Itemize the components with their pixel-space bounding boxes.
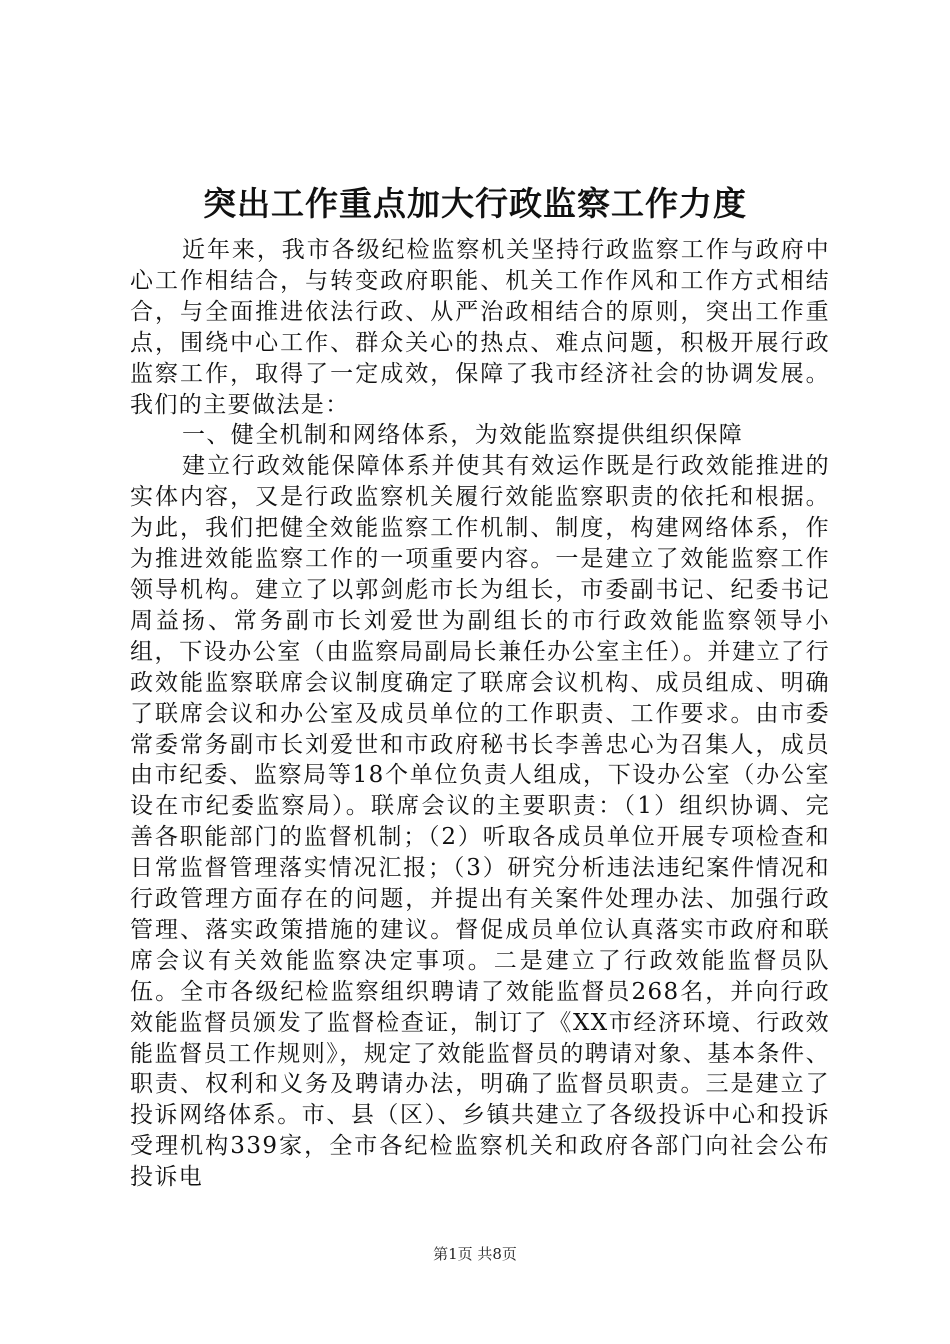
- page-number: 第1页 共8页: [433, 1245, 517, 1263]
- document-title: 突出工作重点加大行政监察工作力度: [203, 184, 747, 223]
- document-body: [130, 235, 830, 1193]
- paragraph-section-1: 建立行政效能保障体系并使其有效运作既是行政效能推进的实体内容，又是行政监察机关履行效能监察职责的依托和根据。为此，我们把健全效能监察工作机制、制度，构建网络体系，作为推进效能监察工作的一项重要内容。一是建立了效能监察工作领导机构。建立了以郭剑彪市长为组长，市委副书记、纪委书记周益扬、常务副市长刘爱世为副组长的市行政效能监察领导小组，下设办公室（由监察局副局长兼任办公室主任）。并建立了行政效能监察联席会议制度确定了联席会议机构、成员组成、明确了联席会议和办公室及成员单位的工作职责、工作要求。由市委常委常务副市长刘爱世和市政府秘书长李善忠心为召集人，成员由市纪委、监察局等18个单位负责人组成，下设办公室（办公室设在市纪委监察局）。联席会议的主要职责：（1）组织协调、完善各职能部门的监督机制；（2）听取各成员单位开展专项检查和日常监督管理落实情况汇报；（3）研究分析违法违纪案件情况和行政管理方面存在的问题，并提出有关案件处理办法、加强行政管理、落实政策措施的建议。督促成员单位认真落实市政府和联席会议有关效能监察决定事项。二是建立了行政效能监督员队伍。全市各级纪检监察组织聘请了效能监督员268名，并向行政效能监督员颁发了监督检查证，制订了《XX市经济环境、行政效能监督员工作规则》，规定了效能监督员的聘请对象、基本条件、职责、权利和义务及聘请办法，明确了监督员职责。三是建立了投诉网络体系。市、县（区）、乡镇共建立了各级投诉中心和投诉受理机构339家，全市各纪检监察机关和政府各部门向社会公布投诉电: [130, 453, 830, 1191]
- section-heading-1: 一、健全机制和网络体系，为效能监察提供组织保障: [182, 422, 744, 449]
- paragraph-intro: 近年来，我市各级纪检监察机关坚持行政监察工作与政府中心工作相结合，与转变政府职能、机关工作作风和工作方式相结合，与全面推进依法行政、从严治政相结合的原则，突出工作重点，围绕中心工作、群众关心的热点、难点问题，积极开展行政监察工作，取得了一定成效，保障了我市经济社会的协调发展。我们的主要做法是：: [130, 237, 830, 418]
